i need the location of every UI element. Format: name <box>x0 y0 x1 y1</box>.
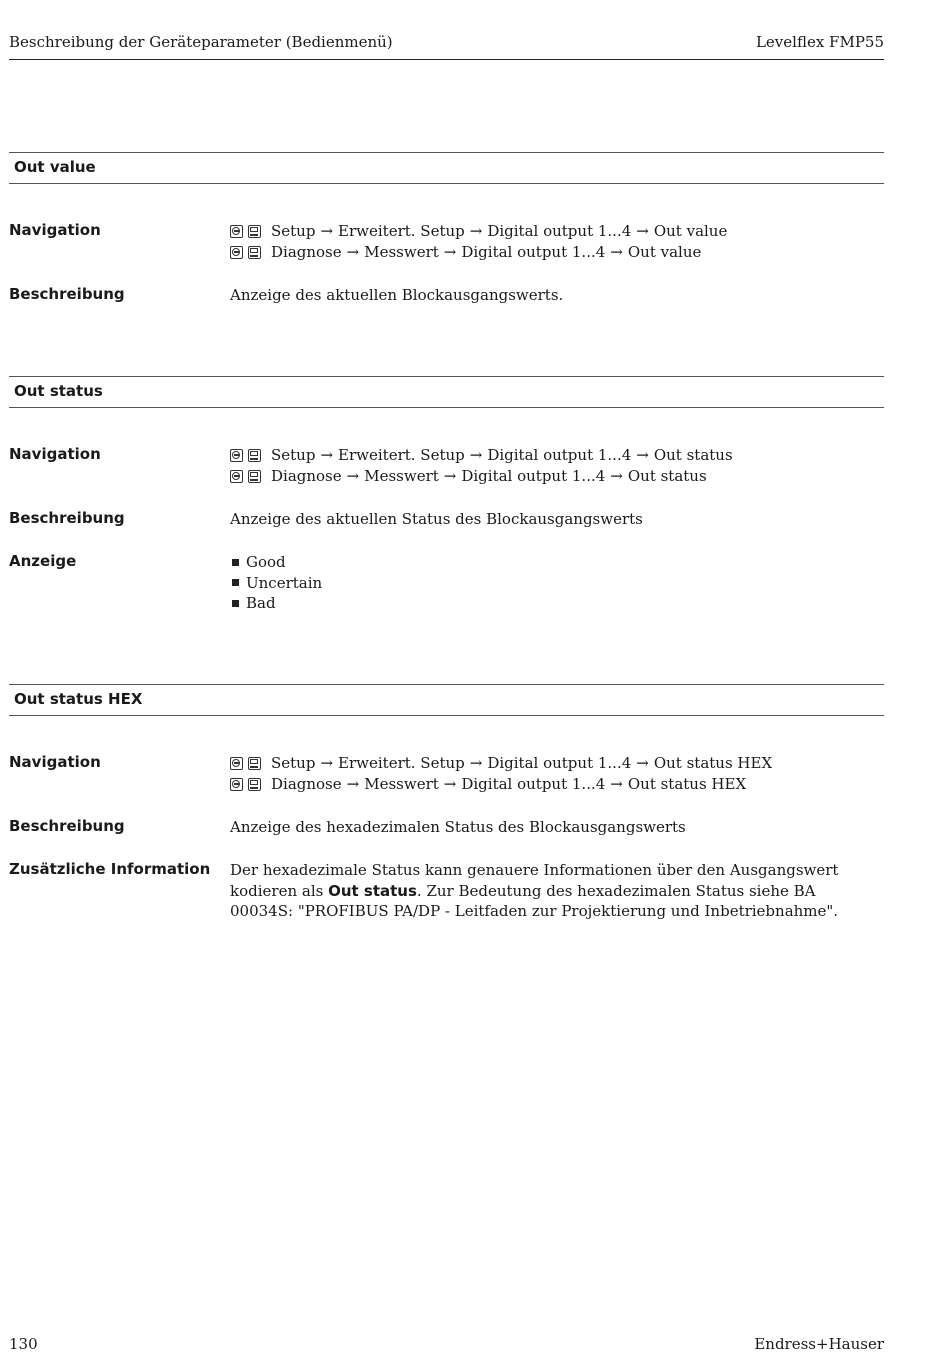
operating-tool-icon <box>230 470 243 483</box>
arrow-icon: → <box>610 467 623 486</box>
bullet-icon <box>232 579 239 586</box>
nav-step: Digital output 1...4 <box>487 222 632 241</box>
description-text: Anzeige des aktuellen Status des Blockausgangswerts <box>230 510 643 528</box>
nav-step: Messwert <box>364 243 439 262</box>
nav-step: Diagnose <box>271 467 342 486</box>
arrow-icon: → <box>469 222 483 241</box>
pc-tool-icon <box>248 246 261 259</box>
operating-tool-icon <box>230 778 243 791</box>
display-label: Anzeige <box>9 552 77 570</box>
arrow-icon: → <box>443 775 457 794</box>
header-title: Beschreibung der Geräteparameter (Bedienmenü) <box>9 33 393 51</box>
nav-step: Out status <box>627 467 707 486</box>
nav-step: Out status <box>653 446 733 465</box>
section-title: Out value <box>9 152 884 184</box>
page-number: 130 <box>9 1335 38 1353</box>
arrow-icon: → <box>346 243 360 262</box>
nav-step: Setup <box>271 754 316 773</box>
arrow-icon: → <box>346 467 360 486</box>
arrow-icon: → <box>443 467 457 486</box>
operating-tool-icon <box>230 225 243 238</box>
nav-step: Digital output 1...4 <box>461 775 606 794</box>
additional-info-text: Der hexadezimale Status kann genauere Informationen über den Ausgangswert kodieren als Out status. Zur Bedeutung des hexadezimalen Status siehe BA 00034S: "PROFIBUS PA/DP - Leitfaden zur Projektierung und Inbetriebnahme". <box>230 861 839 920</box>
display-options <box>230 552 880 614</box>
section-out-status-hex <box>9 684 884 934</box>
navigation-label: Navigation <box>9 445 101 463</box>
navigation-paths <box>230 221 880 263</box>
nav-step: Out status HEX <box>627 775 747 794</box>
navigation-label: Navigation <box>9 753 101 771</box>
parameter-ref-out-status: Out status <box>328 881 417 900</box>
pc-tool-icon <box>248 778 261 791</box>
section-title: Out status <box>9 376 884 408</box>
description-label: Beschreibung <box>9 285 125 303</box>
operating-tool-icon <box>230 246 243 259</box>
nav-step: Diagnose <box>271 775 342 794</box>
nav-step: Out value <box>627 243 702 262</box>
list-item: Good <box>230 552 880 573</box>
bullet-icon <box>232 559 239 566</box>
nav-path-setup <box>230 445 880 466</box>
arrow-icon: → <box>636 222 649 241</box>
nav-step: Erweitert. Setup <box>338 754 465 773</box>
section-out-status <box>9 376 884 616</box>
nav-step: Out status HEX <box>653 754 773 773</box>
nav-path-setup <box>230 753 880 774</box>
navigation-paths <box>230 753 880 795</box>
nav-step: Messwert <box>364 467 439 486</box>
nav-path-diagnose <box>230 242 880 263</box>
nav-step: Digital output 1...4 <box>461 243 606 262</box>
arrow-icon: → <box>610 243 623 262</box>
header-product: Levelflex FMP55 <box>755 33 884 51</box>
nav-step: Erweitert. Setup <box>338 446 465 465</box>
navigation-paths <box>230 445 880 487</box>
nav-step: Messwert <box>364 775 439 794</box>
pc-tool-icon <box>248 449 261 462</box>
arrow-icon: → <box>610 775 623 794</box>
arrow-icon: → <box>469 754 483 773</box>
nav-step: Erweitert. Setup <box>338 222 465 241</box>
nav-path-setup <box>230 221 880 242</box>
nav-path-diagnose <box>230 466 880 487</box>
operating-tool-icon <box>230 449 243 462</box>
nav-step: Setup <box>271 222 316 241</box>
description-text: Anzeige des aktuellen Blockausgangswerts. <box>230 286 564 304</box>
nav-step: Setup <box>271 446 316 465</box>
additional-info-label: Zusätzliche Information <box>9 860 211 878</box>
footer-brand: Endress+Hauser <box>754 1335 884 1353</box>
arrow-icon: → <box>346 775 360 794</box>
arrow-icon: → <box>443 243 457 262</box>
pc-tool-icon <box>248 225 261 238</box>
header-rule <box>9 59 884 60</box>
arrow-icon: → <box>320 446 334 465</box>
list-item: Uncertain <box>230 573 880 594</box>
pc-tool-icon <box>248 757 261 770</box>
description-label: Beschreibung <box>9 509 125 527</box>
nav-path-diagnose <box>230 774 880 795</box>
description-label: Beschreibung <box>9 817 125 835</box>
nav-step: Diagnose <box>271 243 342 262</box>
pc-tool-icon <box>248 470 261 483</box>
arrow-icon: → <box>320 222 334 241</box>
description-text: Anzeige des hexadezimalen Status des Blockausgangswerts <box>230 818 686 836</box>
arrow-icon: → <box>320 754 334 773</box>
list-item: Bad <box>230 593 880 614</box>
section-out-value <box>9 152 884 322</box>
arrow-icon: → <box>469 446 483 465</box>
operating-tool-icon <box>230 757 243 770</box>
nav-step: Digital output 1...4 <box>487 446 632 465</box>
arrow-icon: → <box>636 754 649 773</box>
bullet-icon <box>232 600 239 607</box>
nav-step: Digital output 1...4 <box>461 467 606 486</box>
nav-step: Digital output 1...4 <box>487 754 632 773</box>
arrow-icon: → <box>636 446 649 465</box>
navigation-label: Navigation <box>9 221 101 239</box>
nav-step: Out value <box>653 222 728 241</box>
section-title: Out status HEX <box>9 684 884 716</box>
